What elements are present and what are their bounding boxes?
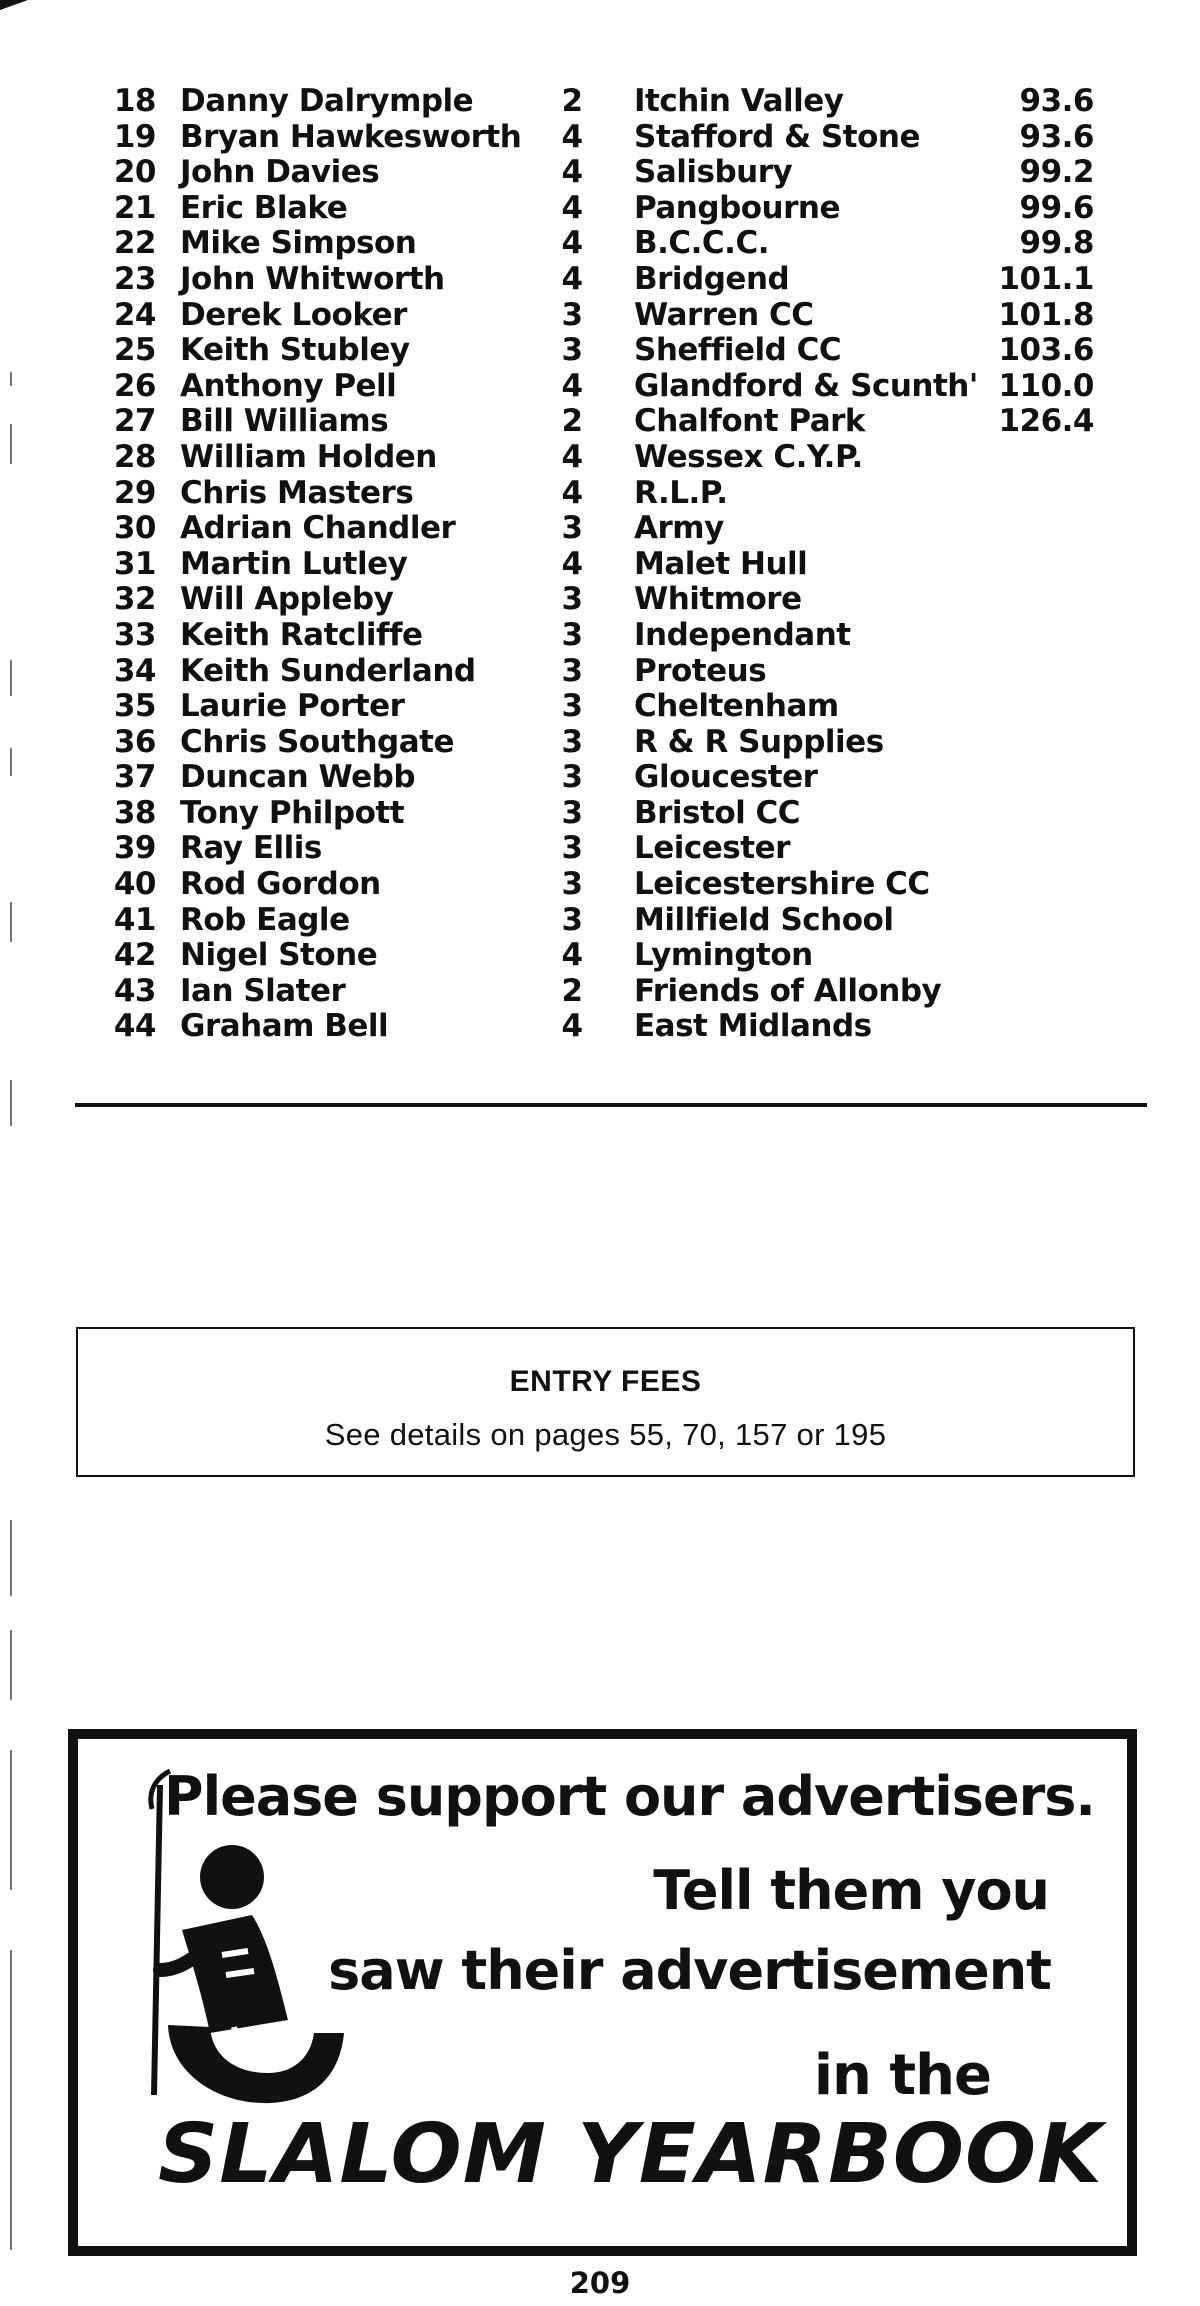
club-name: Leicestershire CC <box>634 866 930 903</box>
club-name: R & R Supplies <box>634 723 884 760</box>
result-position: 37 <box>113 759 156 796</box>
boat-class: 3 <box>561 652 583 689</box>
table-row <box>108 938 1108 974</box>
result-position: 23 <box>113 260 156 297</box>
boat-class: 4 <box>561 189 583 226</box>
margin-mark <box>10 902 12 942</box>
club-name: Gloucester <box>634 759 818 796</box>
boat-class: 3 <box>561 332 583 369</box>
results-table <box>108 84 1108 1045</box>
boat-class: 3 <box>561 581 583 618</box>
result-position: 20 <box>113 154 156 191</box>
competitor-name: John Whitworth <box>180 260 445 297</box>
result-position: 43 <box>113 972 156 1009</box>
boat-class: 3 <box>561 616 583 653</box>
advert-line-in-the: in the <box>813 2043 991 2108</box>
competitor-name: Eric Blake <box>180 189 348 226</box>
result-position: 19 <box>113 118 156 155</box>
table-row <box>108 369 1108 405</box>
table-row <box>108 547 1108 583</box>
club-name: Warren CC <box>634 296 814 333</box>
boat-class: 4 <box>561 154 583 191</box>
club-name: Friends of Allonby <box>634 972 942 1009</box>
result-position: 27 <box>113 403 156 440</box>
club-name: Wessex C.Y.P. <box>634 438 863 475</box>
competitor-name: Nigel Stone <box>180 937 378 974</box>
table-row <box>108 404 1108 440</box>
result-position: 38 <box>113 794 156 831</box>
result-position: 24 <box>113 296 156 333</box>
table-row <box>108 796 1108 832</box>
run-time: 110.0 <box>998 367 1094 404</box>
page-number: 209 <box>569 2266 631 2300</box>
margin-mark <box>10 372 12 386</box>
table-row <box>108 1009 1108 1045</box>
margin-mark <box>10 424 12 464</box>
club-name: Pangbourne <box>634 189 841 226</box>
table-row <box>108 867 1108 903</box>
competitor-name: Keith Stubley <box>180 332 410 369</box>
competitor-name: Bill Williams <box>180 403 389 440</box>
entry-fees-box <box>76 1327 1135 1477</box>
result-position: 30 <box>113 510 156 547</box>
boat-class: 3 <box>561 759 583 796</box>
club-name: Independant <box>634 616 851 653</box>
boat-class: 3 <box>561 510 583 547</box>
margin-mark <box>10 1080 12 1126</box>
table-row <box>108 476 1108 512</box>
result-position: 32 <box>113 581 156 618</box>
margin-mark <box>10 1950 12 2250</box>
boat-class: 3 <box>561 901 583 938</box>
result-position: 31 <box>113 545 156 582</box>
competitor-name: William Holden <box>180 438 437 475</box>
competitor-name: Duncan Webb <box>180 759 416 796</box>
boat-class: 3 <box>561 723 583 760</box>
table-row <box>108 582 1108 618</box>
boat-class: 3 <box>561 830 583 867</box>
boat-class: 4 <box>561 438 583 475</box>
club-name: Lymington <box>634 937 813 974</box>
run-time: 93.6 <box>1019 118 1094 155</box>
boat-class: 2 <box>561 972 583 1009</box>
club-name: East Midlands <box>634 1008 872 1045</box>
margin-mark <box>10 1750 12 1890</box>
result-position: 26 <box>113 367 156 404</box>
run-time: 93.6 <box>1019 83 1094 119</box>
table-row <box>108 511 1108 547</box>
competitor-name: Tony Philpott <box>180 794 405 831</box>
competitor-name: Mike Simpson <box>180 225 417 262</box>
club-name: Bridgend <box>634 260 790 297</box>
table-row <box>108 226 1108 262</box>
club-name: B.C.C.C. <box>634 225 769 262</box>
club-name: Salisbury <box>634 154 793 191</box>
table-row <box>108 831 1108 867</box>
competitor-name: Keith Sunderland <box>180 652 476 689</box>
margin-mark <box>10 1520 12 1596</box>
boat-class: 4 <box>561 367 583 404</box>
table-row <box>108 903 1108 939</box>
club-name: Sheffield CC <box>634 332 842 369</box>
boat-class: 4 <box>561 225 583 262</box>
run-time: 99.2 <box>1019 154 1094 191</box>
competitor-name: Will Appleby <box>180 581 394 618</box>
boat-class: 3 <box>561 688 583 725</box>
boat-class: 4 <box>561 1008 583 1045</box>
table-row <box>108 120 1108 156</box>
table-row <box>108 440 1108 476</box>
run-time: 99.8 <box>1019 225 1094 262</box>
run-time: 126.4 <box>998 403 1094 440</box>
competitor-name: Ian Slater <box>180 972 346 1009</box>
run-time: 101.1 <box>998 260 1094 297</box>
advert-line-saw: saw their advertisement <box>328 1939 1051 2002</box>
table-row <box>108 262 1108 298</box>
club-name: Army <box>634 510 724 547</box>
club-name: Stafford & Stone <box>634 118 920 155</box>
competitor-name: Danny Dalrymple <box>180 83 474 119</box>
competitor-name: Derek Looker <box>180 296 407 333</box>
competitor-name: Rob Eagle <box>180 901 350 938</box>
advert-line-tell: Tell them you <box>653 1859 1049 1922</box>
result-position: 22 <box>113 225 156 262</box>
club-name: Malet Hull <box>634 545 808 582</box>
club-name: Itchin Valley <box>634 83 844 119</box>
club-name: Proteus <box>634 652 767 689</box>
table-row <box>108 84 1108 120</box>
boat-class: 3 <box>561 794 583 831</box>
boat-class: 2 <box>561 403 583 440</box>
competitor-name: Bryan Hawkesworth <box>180 118 522 155</box>
advertiser-box <box>68 1729 1137 2256</box>
boat-class: 4 <box>561 545 583 582</box>
competitor-name: Chris Southgate <box>180 723 455 760</box>
competitor-name: Rod Gordon <box>180 866 381 903</box>
club-name: Glandford & Scunth' <box>634 367 978 404</box>
result-position: 35 <box>113 688 156 725</box>
table-row <box>108 974 1108 1010</box>
result-position: 21 <box>113 189 156 226</box>
boat-class: 4 <box>561 260 583 297</box>
advert-line-yearbook: SLALOM YEARBOOK <box>158 2107 1103 2202</box>
table-row <box>108 760 1108 796</box>
result-position: 39 <box>113 830 156 867</box>
result-position: 36 <box>113 723 156 760</box>
table-row <box>108 155 1108 191</box>
competitor-name: Laurie Porter <box>180 688 405 725</box>
boat-class: 3 <box>561 866 583 903</box>
competitor-name: Graham Bell <box>180 1008 389 1045</box>
result-position: 44 <box>113 1008 156 1045</box>
run-time: 101.8 <box>998 296 1094 333</box>
competitor-name: Ray Ellis <box>180 830 322 867</box>
margin-mark <box>10 1630 12 1700</box>
table-row <box>108 725 1108 761</box>
competitor-name: Chris Masters <box>180 474 414 511</box>
advert-line-support: Please support our advertisers. <box>164 1765 1095 1828</box>
club-name: Cheltenham <box>634 688 839 725</box>
competitor-name: Adrian Chandler <box>180 510 456 547</box>
entry-fees-title: ENTRY FEES <box>509 1365 702 1398</box>
club-name: R.L.P. <box>634 474 728 511</box>
run-time: 99.6 <box>1019 189 1094 226</box>
boat-class: 4 <box>561 937 583 974</box>
run-time: 103.6 <box>998 332 1094 369</box>
boat-class: 4 <box>561 118 583 155</box>
section-divider <box>75 1103 1147 1107</box>
result-position: 28 <box>113 438 156 475</box>
table-row <box>108 654 1108 690</box>
club-name: Leicester <box>634 830 790 867</box>
result-position: 40 <box>113 866 156 903</box>
boat-class: 3 <box>561 296 583 333</box>
club-name: Millfield School <box>634 901 894 938</box>
competitor-name: Keith Ratcliffe <box>180 616 423 653</box>
result-position: 18 <box>113 83 156 119</box>
result-position: 42 <box>113 937 156 974</box>
club-name: Chalfont Park <box>634 403 866 440</box>
corner-mark <box>0 0 28 10</box>
competitor-name: John Davies <box>180 154 380 191</box>
table-row <box>108 333 1108 369</box>
club-name: Bristol CC <box>634 794 801 831</box>
result-position: 33 <box>113 616 156 653</box>
result-position: 41 <box>113 901 156 938</box>
result-position: 29 <box>113 474 156 511</box>
table-row <box>108 618 1108 654</box>
competitor-name: Anthony Pell <box>180 367 397 404</box>
table-row <box>108 191 1108 227</box>
margin-mark <box>10 660 12 696</box>
result-position: 34 <box>113 652 156 689</box>
competitor-name: Martin Lutley <box>180 545 408 582</box>
margin-mark <box>10 748 12 776</box>
table-row <box>108 298 1108 334</box>
result-position: 25 <box>113 332 156 369</box>
boat-class: 4 <box>561 474 583 511</box>
club-name: Whitmore <box>634 581 802 618</box>
boat-class: 2 <box>561 83 583 119</box>
table-row <box>108 689 1108 725</box>
entry-fees-text: See details on pages 55, 70, 157 or 195 <box>324 1417 887 1452</box>
